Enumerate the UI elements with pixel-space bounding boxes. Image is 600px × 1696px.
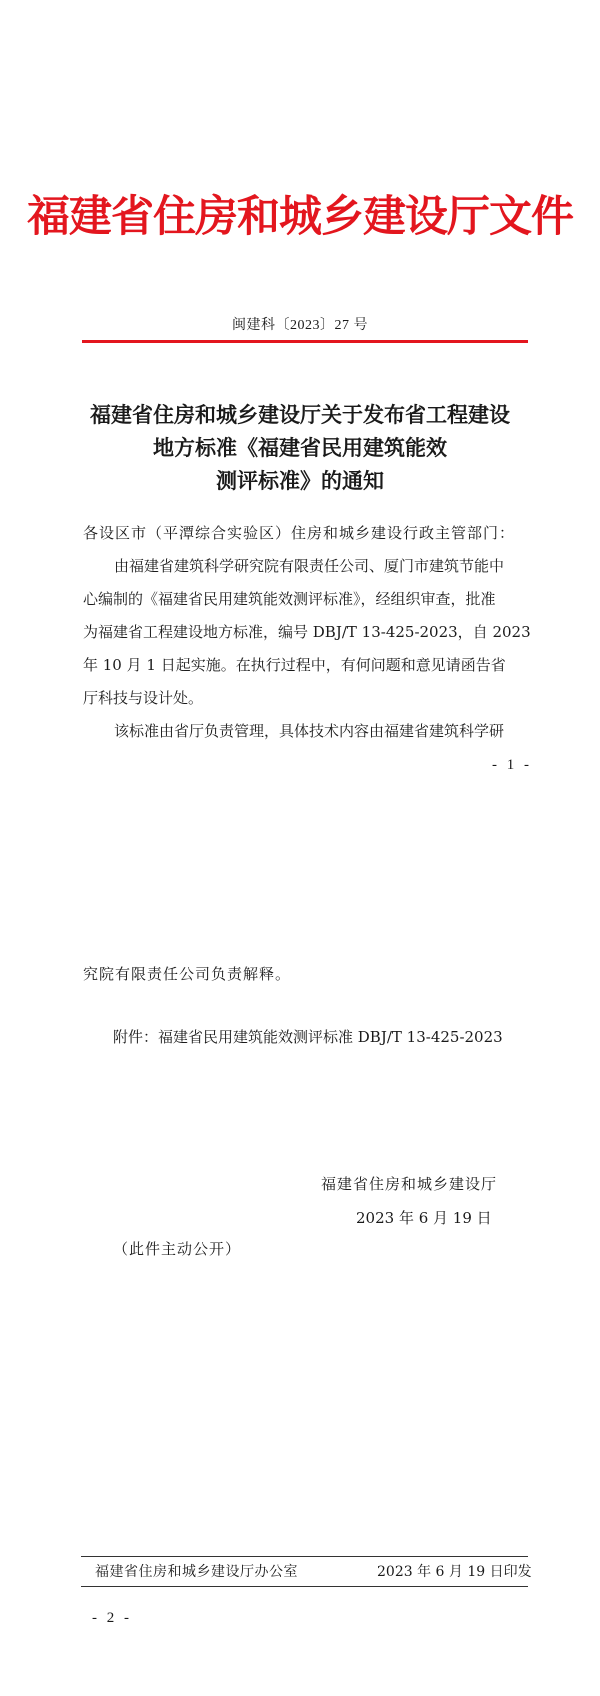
paragraph-line: 年 10 月 1 日起实施。在执行过程中，有何问题和意见请函告省 — [83, 656, 506, 674]
paragraph-line: 由福建省建筑科学研究院有限责任公司、厦门市建筑节能中 — [114, 557, 505, 575]
paragraph-line: 心编制的《福建省民用建筑能效测评标准》，经组织审查，批准 — [83, 590, 496, 608]
footer-print-date: 2023 年 6 月 19 日印发 — [377, 1564, 532, 1580]
paragraph-2 — [83, 715, 504, 748]
footer-rule-bottom — [81, 1586, 528, 1587]
salutation: 各设区市（平潭综合实验区）住房和城乡建设行政主管部门： — [83, 524, 516, 542]
notice-title-line: 地方标准《福建省民用建筑能效 — [153, 435, 447, 460]
public-disclosure-note: （此件主动公开） — [113, 1240, 242, 1258]
paragraph-line: 为福建省工程建设地方标准，编号 DBJ/T 13-425-2023，自 2023 — [83, 623, 531, 641]
red-divider — [82, 340, 528, 343]
attachment-line: 附件：福建省民用建筑能效测评标准 DBJ/T 13-425-2023 — [113, 1028, 503, 1046]
issuer-signature: 福建省住房和城乡建设厅 — [321, 1175, 498, 1193]
paragraph-1 — [83, 550, 531, 715]
footer-office: 福建省住房和城乡建设厅办公室 — [95, 1564, 298, 1580]
notice-title — [40, 398, 560, 497]
page-number-2: - 2 - — [92, 1610, 132, 1626]
paragraph-2-continuation: 究院有限责任公司负责解释。 — [83, 965, 292, 983]
document-number: 闽建科〔2023〕27 号 — [232, 318, 368, 333]
document-header-title: 福建省住房和城乡建设厅文件 — [27, 192, 573, 242]
notice-title-line: 测评标准》的通知 — [216, 468, 384, 493]
paragraph-line: 该标准由省厅负责管理，具体技术内容由福建省建筑科学研 — [114, 722, 505, 740]
page-number-1: - 1 - — [492, 757, 532, 773]
footer-rule-top — [81, 1556, 528, 1557]
notice-title-line: 福建省住房和城乡建设厅关于发布省工程建设 — [90, 402, 510, 427]
issue-date: 2023 年 6 月 19 日 — [356, 1209, 492, 1227]
paragraph-line: 厅科技与设计处。 — [83, 689, 204, 707]
